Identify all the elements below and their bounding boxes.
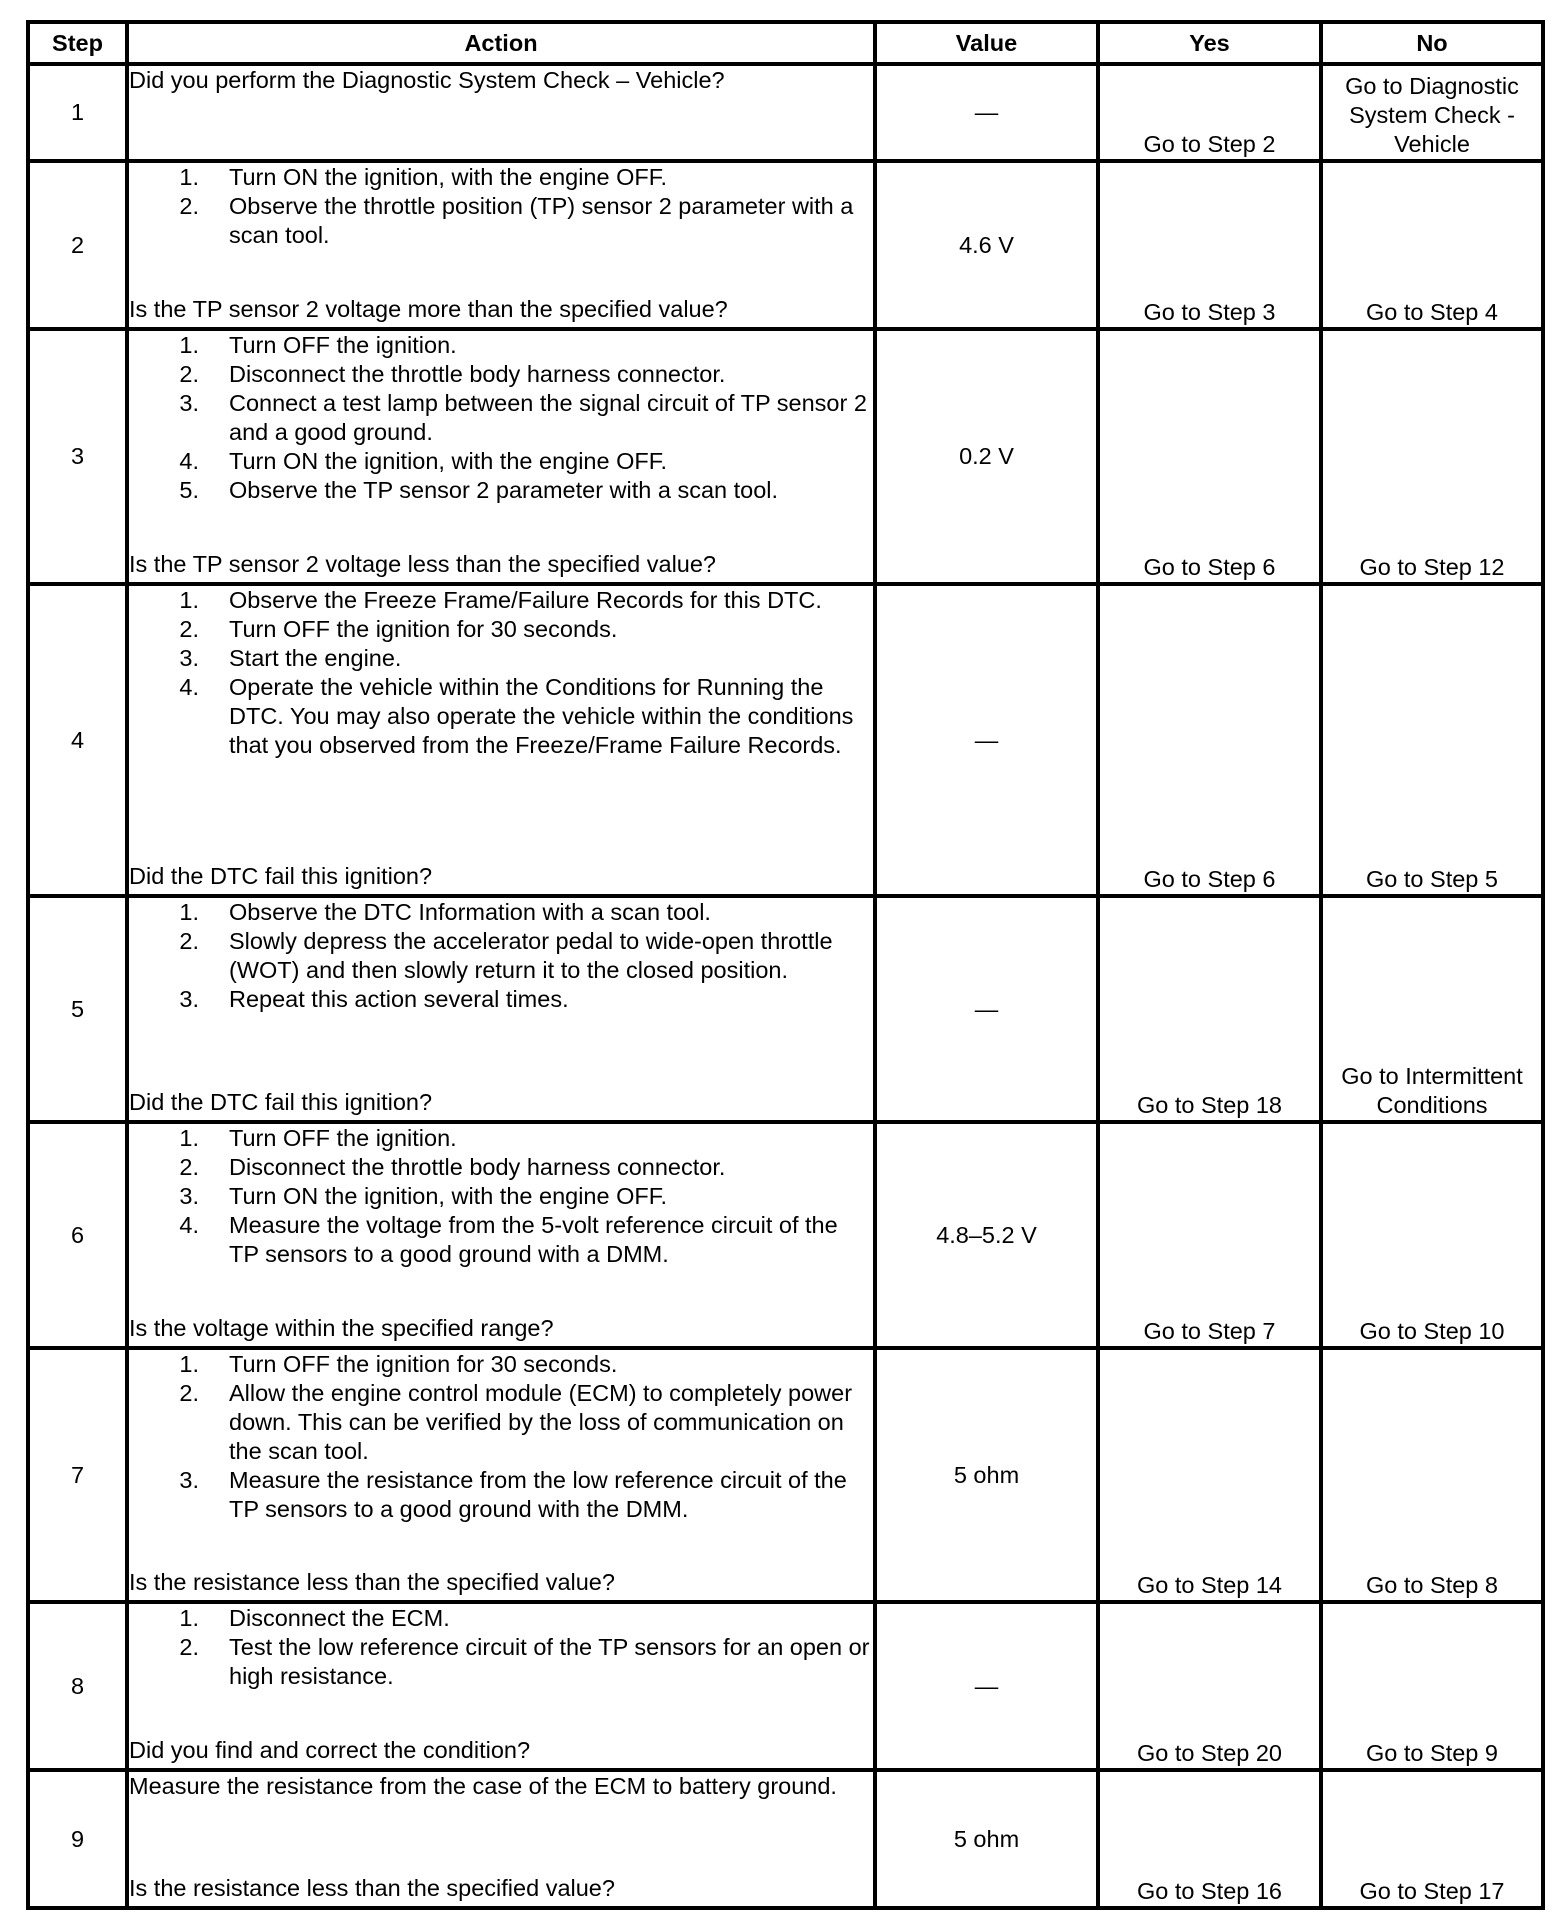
value-cell: — <box>875 1602 1098 1770</box>
step-number: 2 <box>28 161 127 329</box>
list-item <box>129 1379 873 1466</box>
item-text: Repeat this action several times. <box>229 986 569 1012</box>
yes-cell: Go to Step 14 <box>1098 1348 1321 1602</box>
yes-cell: Go to Step 20 <box>1098 1602 1321 1770</box>
item-number: 1. <box>179 332 199 358</box>
no-cell: Go to Diagnostic System Check - Vehicle <box>1321 64 1543 161</box>
header-step: Step <box>28 22 127 64</box>
step-number: 5 <box>28 896 127 1122</box>
header-row <box>28 22 1543 64</box>
item-text: Turn OFF the ignition for 30 seconds. <box>229 616 618 642</box>
list-item <box>129 1350 873 1379</box>
step-number: 8 <box>28 1602 127 1770</box>
item-number: 5. <box>179 477 199 503</box>
item-text: Observe the Freeze Frame/Failure Records for this DTC. <box>229 587 822 613</box>
item-text: Operate the vehicle within the Conditions for Running the DTC. You may also operate the vehicle within the conditions that you observed from the Freeze/Frame Failure Records. <box>229 674 854 758</box>
table-row <box>28 64 1543 161</box>
value-cell: 4.6 V <box>875 161 1098 329</box>
step-number: 9 <box>28 1770 127 1908</box>
item-text: Disconnect the throttle body harness connector. <box>229 1154 726 1180</box>
list-item <box>129 1466 873 1524</box>
item-text: Turn ON the ignition, with the engine OFF. <box>229 164 668 190</box>
action-question: Did the DTC fail this ignition? <box>129 863 433 889</box>
item-text: Turn OFF the ignition. <box>229 1125 457 1151</box>
list-item <box>129 447 873 476</box>
action-steps <box>129 898 873 1014</box>
action-cell <box>127 329 875 584</box>
item-text: Test the low reference circuit of the TP sensors for an open or high resistance. <box>229 1634 870 1689</box>
action-question: Is the TP sensor 2 voltage more than the specified value? <box>129 296 728 322</box>
no-cell: Go to Step 17 <box>1321 1770 1543 1908</box>
table-row <box>28 161 1543 329</box>
item-number: 3. <box>179 390 199 416</box>
list-item <box>129 163 873 192</box>
step-number: 1 <box>28 64 127 161</box>
list-item <box>129 192 873 250</box>
yes-cell: Go to Step 2 <box>1098 64 1321 161</box>
value-cell: 4.8–5.2 V <box>875 1122 1098 1348</box>
step-number: 6 <box>28 1122 127 1348</box>
item-text: Start the engine. <box>229 645 402 671</box>
header-yes: Yes <box>1098 22 1321 64</box>
item-number: 1. <box>179 1605 199 1631</box>
item-text: Observe the throttle position (TP) sensor 2 parameter with a scan tool. <box>229 193 854 248</box>
value-cell: — <box>875 584 1098 896</box>
item-number: 4. <box>179 448 199 474</box>
item-text: Turn OFF the ignition. <box>229 332 457 358</box>
list-item <box>129 360 873 389</box>
no-cell: Go to Step 12 <box>1321 329 1543 584</box>
header-value: Value <box>875 22 1098 64</box>
item-number: 4. <box>179 674 199 700</box>
yes-cell: Go to Step 6 <box>1098 584 1321 896</box>
action-question: Is the resistance less than the specified value? <box>129 1875 615 1901</box>
action-question: Is the resistance less than the specified value? <box>129 1569 615 1595</box>
list-item <box>129 1604 873 1633</box>
item-number: 2. <box>179 1380 199 1406</box>
action-steps <box>129 163 873 250</box>
no-cell: Go to Step 5 <box>1321 584 1543 896</box>
list-item <box>129 615 873 644</box>
value-cell: 5 ohm <box>875 1348 1098 1602</box>
yes-cell: Go to Step 16 <box>1098 1770 1321 1908</box>
item-number: 3. <box>179 1467 199 1493</box>
value-cell: — <box>875 896 1098 1122</box>
action-cell <box>127 1602 875 1770</box>
header-action: Action <box>127 22 875 64</box>
value-cell: 5 ohm <box>875 1770 1098 1908</box>
action-question: Did you find and correct the condition? <box>129 1737 531 1763</box>
table-row <box>28 329 1543 584</box>
item-text: Measure the resistance from the low reference circuit of the TP sensors to a good ground with the DMM. <box>229 1467 847 1522</box>
item-text: Allow the engine control module (ECM) to completely power down. This can be verified by the loss of communication on the scan tool. <box>229 1380 853 1464</box>
item-text: Disconnect the throttle body harness connector. <box>229 361 726 387</box>
action-intro: Did you perform the Diagnostic System Check – Vehicle? <box>129 67 725 93</box>
item-number: 3. <box>179 1183 199 1209</box>
item-number: 1. <box>179 1125 199 1151</box>
list-item <box>129 898 873 927</box>
list-item <box>129 1153 873 1182</box>
item-number: 2. <box>179 1154 199 1180</box>
list-item <box>129 389 873 447</box>
action-cell <box>127 1348 875 1602</box>
item-number: 3. <box>179 645 199 671</box>
item-number: 2. <box>179 1634 199 1660</box>
item-number: 1. <box>179 164 199 190</box>
yes-cell: Go to Step 7 <box>1098 1122 1321 1348</box>
no-cell: Go to Step 8 <box>1321 1348 1543 1602</box>
list-item <box>129 331 873 360</box>
item-number: 2. <box>179 928 199 954</box>
value-cell: — <box>875 64 1098 161</box>
item-number: 2. <box>179 616 199 642</box>
yes-cell: Go to Step 3 <box>1098 161 1321 329</box>
value-cell: 0.2 V <box>875 329 1098 584</box>
list-item <box>129 476 873 505</box>
action-steps <box>129 586 873 760</box>
action-question: Did the DTC fail this ignition? <box>129 1089 433 1115</box>
action-cell <box>127 896 875 1122</box>
item-text: Turn OFF the ignition for 30 seconds. <box>229 1351 618 1377</box>
list-item <box>129 1211 873 1269</box>
action-cell <box>127 64 875 161</box>
step-number: 7 <box>28 1348 127 1602</box>
action-steps <box>129 1604 873 1691</box>
item-text: Measure the voltage from the 5-volt reference circuit of the TP sensors to a good ground with a DMM. <box>229 1212 838 1267</box>
list-item <box>129 1124 873 1153</box>
item-number: 1. <box>179 899 199 925</box>
item-text: Observe the DTC Information with a scan tool. <box>229 899 711 925</box>
table-row <box>28 1122 1543 1348</box>
item-number: 1. <box>179 1351 199 1377</box>
item-number: 1. <box>179 587 199 613</box>
diagnostic-table <box>26 20 1545 1910</box>
list-item <box>129 644 873 673</box>
action-cell <box>127 584 875 896</box>
action-cell <box>127 1122 875 1348</box>
action-question: Is the TP sensor 2 voltage less than the specified value? <box>129 551 716 577</box>
no-cell: Go to Step 9 <box>1321 1602 1543 1770</box>
item-text: Turn ON the ignition, with the engine OFF. <box>229 1183 668 1209</box>
list-item <box>129 1633 873 1691</box>
step-number: 3 <box>28 329 127 584</box>
action-intro: Measure the resistance from the case of the ECM to battery ground. <box>129 1773 837 1799</box>
table-row <box>28 1770 1543 1908</box>
action-steps <box>129 331 873 505</box>
no-cell: Go to Intermittent Conditions <box>1321 896 1543 1122</box>
list-item <box>129 1182 873 1211</box>
yes-cell: Go to Step 18 <box>1098 896 1321 1122</box>
table-row <box>28 1602 1543 1770</box>
list-item <box>129 673 873 760</box>
action-steps <box>129 1350 873 1524</box>
action-cell <box>127 161 875 329</box>
table-row <box>28 584 1543 896</box>
table-row <box>28 1348 1543 1602</box>
item-number: 2. <box>179 193 199 219</box>
item-number: 2. <box>179 361 199 387</box>
action-question: Is the voltage within the specified range? <box>129 1315 554 1341</box>
header-no: No <box>1321 22 1543 64</box>
action-steps <box>129 1124 873 1269</box>
item-text: Observe the TP sensor 2 parameter with a scan tool. <box>229 477 779 503</box>
item-text: Disconnect the ECM. <box>229 1605 450 1631</box>
list-item <box>129 985 873 1014</box>
item-text: Turn ON the ignition, with the engine OFF. <box>229 448 668 474</box>
item-text: Slowly depress the accelerator pedal to wide-open throttle (WOT) and then slowly return it to the closed position. <box>229 928 833 983</box>
action-cell <box>127 1770 875 1908</box>
no-cell: Go to Step 4 <box>1321 161 1543 329</box>
yes-cell: Go to Step 6 <box>1098 329 1321 584</box>
item-text: Connect a test lamp between the signal circuit of TP sensor 2 and a good ground. <box>229 390 867 445</box>
list-item <box>129 927 873 985</box>
no-cell: Go to Step 10 <box>1321 1122 1543 1348</box>
list-item <box>129 586 873 615</box>
table-row <box>28 896 1543 1122</box>
item-number: 4. <box>179 1212 199 1238</box>
item-number: 3. <box>179 986 199 1012</box>
step-number: 4 <box>28 584 127 896</box>
